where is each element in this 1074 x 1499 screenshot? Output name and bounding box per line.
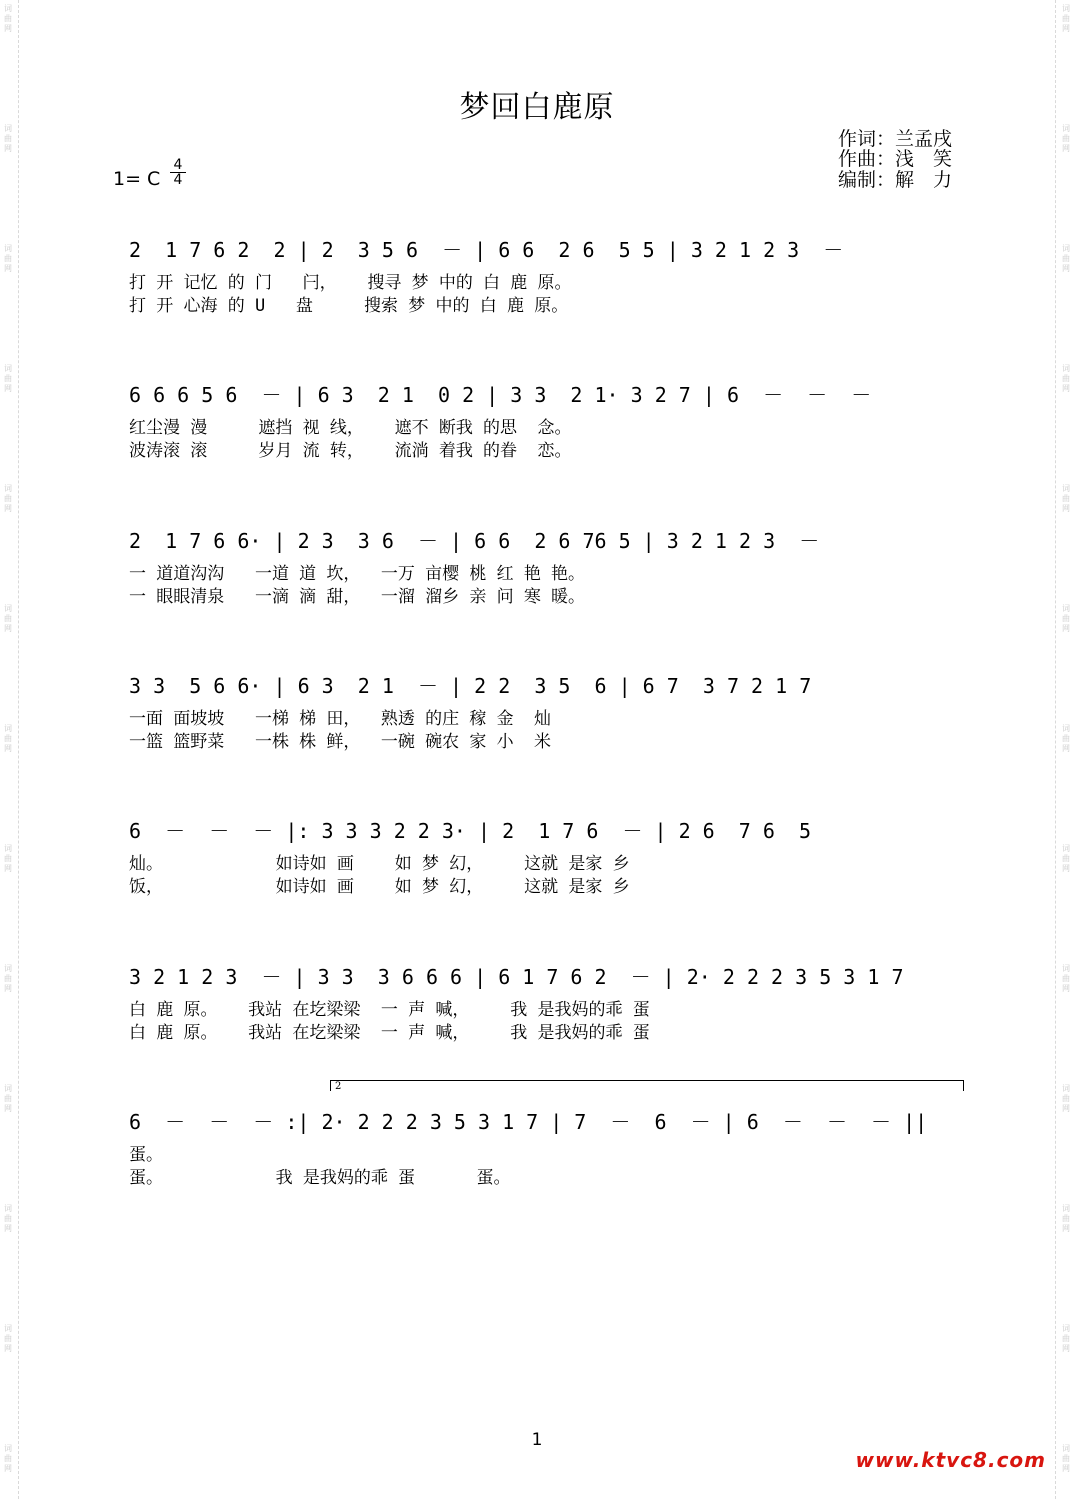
- key-signature: 1= C: [113, 168, 161, 190]
- side-mark: 词曲网: [4, 4, 12, 33]
- side-mark: 词曲网: [1062, 124, 1070, 153]
- score-line-4: [0, 672, 1074, 802]
- side-mark: 词曲网: [4, 964, 12, 993]
- side-mark: 词曲网: [1062, 724, 1070, 753]
- second-ending-bracket: [330, 1080, 964, 1091]
- score-line-3: [0, 527, 1074, 657]
- side-mark: 词曲网: [4, 1084, 12, 1113]
- score-line-1: [0, 236, 1074, 366]
- lyricist-credit: 作词：兰孟戌: [838, 128, 953, 150]
- notation-row: 6 － － － :| 2· 2 2 2 3 5 3 1 7 | 7 － 6 － | 6 － － － ||: [129, 1110, 928, 1134]
- side-mark: 词曲网: [1062, 1324, 1070, 1353]
- score-line-2: [0, 381, 1074, 511]
- lyric-verse-2: 饭， 如诗如 画 如 梦 幻， 这就 是家 乡: [129, 877, 630, 897]
- side-mark: 词曲网: [4, 844, 12, 873]
- side-mark: 词曲网: [4, 604, 12, 633]
- arranger-credit: 编制：解 力: [838, 169, 953, 191]
- score-line-5: [0, 817, 1074, 947]
- side-mark: 词曲网: [4, 724, 12, 753]
- side-mark: 词曲网: [1062, 1084, 1070, 1113]
- side-mark: 词曲网: [1062, 1204, 1070, 1233]
- song-title: 梦回白鹿原: [459, 90, 615, 125]
- lyric-verse-1: 一面 面坡坡 一梯 梯 田， 熟透 的庄 稼 金 灿: [129, 709, 552, 729]
- side-mark: 词曲网: [4, 124, 12, 153]
- side-mark: 词曲网: [1062, 844, 1070, 873]
- side-mark: 词曲网: [4, 244, 12, 273]
- side-mark: 词曲网: [1062, 4, 1070, 33]
- lyric-verse-2: 白 鹿 原。 我站 在圪梁梁 一 声 喊， 我 是我妈的乖 蛋: [129, 1023, 650, 1043]
- side-mark: 词曲网: [4, 1204, 12, 1233]
- side-mark: 词曲网: [1062, 1444, 1070, 1473]
- notation-row: 3 2 1 2 3 － | 3 3 3 6 6 6 | 6 1 7 6 2 － | 2· 2 2 2 3 5 3 1 7: [129, 965, 904, 989]
- side-mark: 词曲网: [4, 484, 12, 513]
- side-mark: 词曲网: [1062, 964, 1070, 993]
- notation-row: 6 － － － |: 3 3 3 2 2 3· | 2 1 7 6 － | 2 6 7 6 5: [129, 819, 812, 843]
- score-line-7: [0, 1108, 1074, 1238]
- lyric-verse-1: 白 鹿 原。 我站 在圪梁梁 一 声 喊， 我 是我妈的乖 蛋: [129, 1000, 650, 1020]
- side-mark: 词曲网: [4, 364, 12, 393]
- lyric-verse-1: 蛋。: [129, 1145, 163, 1165]
- notation-row: 3 3 5 6 6· | 6 3 2 1 － | 2 2 3 5 6 | 6 7 3 7 2 1 7: [129, 674, 812, 698]
- lyric-verse-2: 一 眼眼清泉 一滴 滴 甜， 一溜 溜乡 亲 问 寒 暖。: [129, 587, 586, 607]
- lyric-verse-2: 打 开 心海 的 U 盘 搜索 梦 中的 白 鹿 原。: [129, 296, 569, 316]
- lyric-verse-1: 一 道道沟沟 一道 道 坎， 一万 亩樱 桃 红 艳 艳。: [129, 564, 586, 584]
- composer-credit: 作曲：浅 笑: [838, 148, 953, 170]
- side-mark: 词曲网: [1062, 604, 1070, 633]
- notation-row: 6 6 6 5 6 － | 6 3 2 1 0 2 | 3 3 2 1· 3 2 7 | 6 － － －: [129, 383, 872, 407]
- side-mark: 词曲网: [4, 1444, 12, 1473]
- notation-row: 2 1 7 6 6· | 2 3 3 6 － | 6 6 2 6 76 5 | 3 2 1 2 3 －: [129, 529, 820, 553]
- time-signature-top: 4: [170, 158, 186, 173]
- lyric-verse-1: 红尘漫 漫 遮挡 视 线， 遮不 断我 的思 念。: [129, 418, 572, 438]
- score-line-6: [0, 963, 1074, 1093]
- lyric-verse-1: 打 开 记忆 的 门 闩， 搜寻 梦 中的 白 鹿 原。: [129, 273, 572, 293]
- page-number: 1: [531, 1430, 543, 1450]
- site-watermark: www.ktvc8.com: [855, 1448, 1046, 1472]
- side-mark: 词曲网: [1062, 364, 1070, 393]
- lyric-verse-2: 波涛滚 滚 岁月 流 转， 流淌 着我 的眷 恋。: [129, 441, 572, 461]
- lyric-verse-2: 一篮 篮野菜 一株 株 鲜， 一碗 碗农 家 小 米: [129, 732, 552, 752]
- side-mark: 词曲网: [1062, 484, 1070, 513]
- time-signature-bottom: 4: [173, 172, 183, 188]
- lyric-verse-2: 蛋。 我 是我妈的乖 蛋 蛋。: [129, 1168, 511, 1188]
- volta-label: 2: [335, 1081, 342, 1092]
- side-mark: 词曲网: [4, 1324, 12, 1353]
- lyric-verse-1: 灿。 如诗如 画 如 梦 幻， 这就 是家 乡: [129, 854, 630, 874]
- time-signature: [170, 158, 186, 187]
- side-mark: 词曲网: [1062, 244, 1070, 273]
- notation-row: 2 1 7 6 2 2 | 2 3 5 6 － | 6 6 2 6 5 5 | 3 2 1 2 3 －: [129, 238, 844, 262]
